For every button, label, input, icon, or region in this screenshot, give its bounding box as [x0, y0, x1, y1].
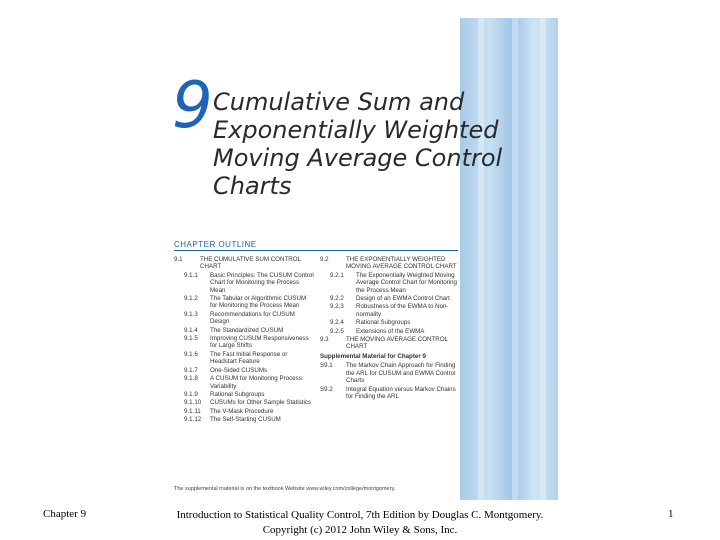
outline-entry: 9.1.12 The Self-Starting CUSUM	[184, 416, 281, 424]
chapter-outline-heading: CHAPTER OUTLINE	[174, 240, 257, 249]
outline-entry: 9.2.1 The Exponentially Weighted Moving Average Control Chart for Monitoring the Process Mean	[330, 271, 457, 294]
citation-line: Introduction to Statistical Quality Control, 7th Edition by Douglas C. Montgomery.	[176, 509, 544, 521]
outline-entry: 9.2.2 Design of an EWMA Control Chart	[330, 295, 450, 303]
outline-entry: 9.1 THE CUMULATIVE SUM CONTROL CHART	[174, 256, 301, 271]
supplemental-heading: Supplemental Material for Chapter 9	[320, 352, 426, 360]
citation-line: Copyright (c) 2012 John Wiley & Sons, Inc.	[262, 524, 458, 536]
chapter-number: 9	[172, 69, 213, 143]
outline-entry: 9.1.4 The Standardized CUSUM	[184, 326, 284, 334]
outline-entry: 9.1.6 The Fast Initial Response or Headstart Feature	[184, 350, 288, 366]
outline-right-column	[320, 256, 460, 401]
outline-entry: 9.1.3 Recommendations for CUSUM Design	[184, 310, 295, 326]
outline-entry: 9.3 THE MOVING AVERAGE CONTROL CHART	[320, 336, 448, 351]
outline-entry: 9.1.5 Improving CUSUM Responsiveness for Large Shifts	[184, 335, 309, 350]
slide-page-number: 1	[668, 508, 674, 520]
outline-entry: 9.1.2 The Tabular or Algorithmic CUSUM for Monitoring the Process Mean	[184, 295, 307, 310]
outline-entry: 9.1.9 Rational Subgroups	[184, 390, 265, 398]
outline-left-column	[174, 256, 314, 425]
outline-entry: 9.1.1 Basic Principles: The CUSUM Control Chart for Monitoring the Process Mean	[184, 271, 314, 294]
outline-divider	[174, 250, 458, 251]
outline-entry: 9.1.7 One-Sided CUSUMs	[184, 366, 268, 374]
chapter-title-line: Cumulative Sum and	[213, 88, 465, 116]
outline-entry: 9.1.11 The V-Mask Procedure	[184, 407, 274, 415]
outline-entry: 9.2 THE EXPONENTIALLY WEIGHTED MOVING AVERAGE CONTROL CHART	[320, 256, 457, 271]
supplemental-entry: S9.1 The Markov Chain Approach for Finding the ARL for CUSUM and EWMA Control Charts	[320, 362, 456, 385]
outline-entry: 9.2.3 Robustness of the EWMA to Non-normality	[330, 303, 449, 318]
outline-entry: 9.2.4 Rational Subgroups	[330, 319, 411, 327]
supplemental-entry: S9.2 Integral Equation versus Markov Chains for Finding the ARL	[320, 385, 456, 400]
outline-entry: 9.2.5 Extensions of the EWMA	[330, 327, 425, 335]
supplemental-footnote: The supplemental material is on the textbook Website www.wiley.com/college/montgomery.	[174, 486, 396, 492]
chapter-title-line: Exponentially Weighted	[213, 116, 499, 144]
chapter-page-image	[168, 18, 558, 500]
footer-chapter-label: Chapter 9	[43, 508, 87, 520]
outline-entry: 9.1.10 CUSUMs for Other Sample Statistics	[184, 399, 312, 407]
footer-citation	[150, 508, 570, 538]
decorative-blue-bar	[460, 18, 558, 500]
chapter-title-line: Moving Average Control	[213, 144, 503, 172]
chapter-title-line: Charts	[213, 172, 292, 200]
outline-entry: 9.1.8 A CUSUM for Monitoring Process Variability	[184, 375, 302, 390]
